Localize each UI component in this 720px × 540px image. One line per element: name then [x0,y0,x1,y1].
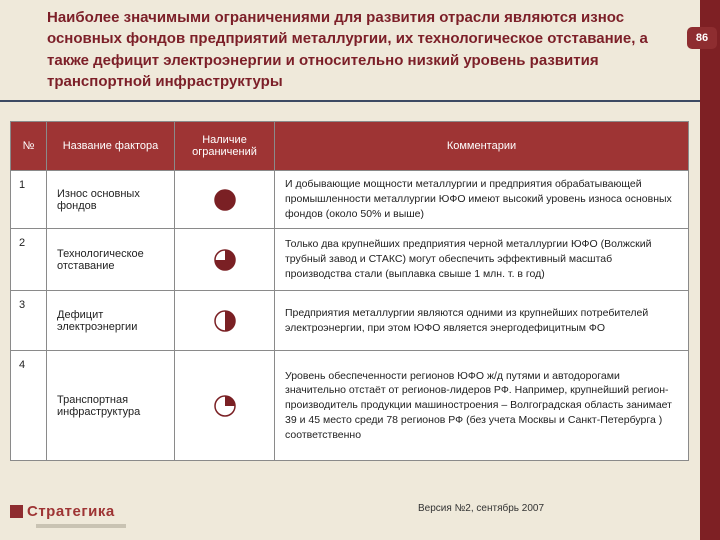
header-comments: Комментарии [275,122,689,171]
factor-comment: Уровень обеспеченности регионов ЮФО ж/д путями и автодорогами значительно отстаёт от регионов-лидеров РФ. Например, крупнейший регион-производитель продукции машиностроения – Волгоградская область занимает 39 и 45 место среди 78 регионов РФ (без учета Москвы и Санкт-Петербурга ) соответственно [275,351,689,461]
title-divider [0,100,700,102]
table-row [11,229,689,291]
version-text: Версия №2, сентябрь 2007 [418,503,545,514]
row-number: 3 [11,291,47,351]
logo-text: Стратегика [27,503,115,520]
row-number: 2 [11,229,47,291]
factor-name: Износ основных фондов [47,171,175,229]
table-row [11,291,689,351]
logo-tagline [36,524,126,528]
logo-mark-icon [10,505,23,518]
slide-title: Наиболее значимыми ограничениями для развития отрасли являются износ основных фондов предприятий металлургии, их технологическое отставание, а также дефицит электроэнергии и относительно низкий уровень развития транспортной инфраструктуры [47,9,648,90]
row-number: 1 [11,171,47,229]
harvey-ball-icon [176,394,273,418]
factor-comment: И добывающие мощности металлургии и предприятия обрабатывающей промышленности металлургии ЮФО имеют высокий уровень износа основных фондов (около 50% и выше) [275,171,689,229]
page-number: 86 [695,32,709,44]
harvey-ball-icon [176,309,273,333]
factors-table-container [10,121,689,461]
table-row [11,351,689,461]
header-availability: Наличие ограничений [175,122,275,171]
table-header-row [11,122,689,171]
factor-name: Дефицит электроэнергии [47,291,175,351]
harvey-ball-icon [176,248,273,272]
factor-name: Транспортная инфраструктура [47,351,175,461]
factor-name: Технологическое отставание [47,229,175,291]
page-number-badge [687,27,717,49]
harvey-ball-icon [176,188,273,212]
right-accent-bar [700,0,720,540]
table-row [11,171,689,229]
factors-table [10,121,689,461]
row-number: 4 [11,351,47,461]
header-factor: Название фактора [47,122,175,171]
strategika-logo [10,503,115,520]
factor-comment: Предприятия металлургии являются одними из крупнейших потребителей электроэнергии, при этом ЮФО является энергодефицитным ФО [275,291,689,351]
factor-comment: Только два крупнейших предприятия черной металлургии ЮФО (Волжский трубный завод и СТАКС) могут обеспечить эффективный масштаб производства стали (выплавка свыше 1 млн. т. в год) [275,229,689,291]
header-num: № [11,122,47,171]
